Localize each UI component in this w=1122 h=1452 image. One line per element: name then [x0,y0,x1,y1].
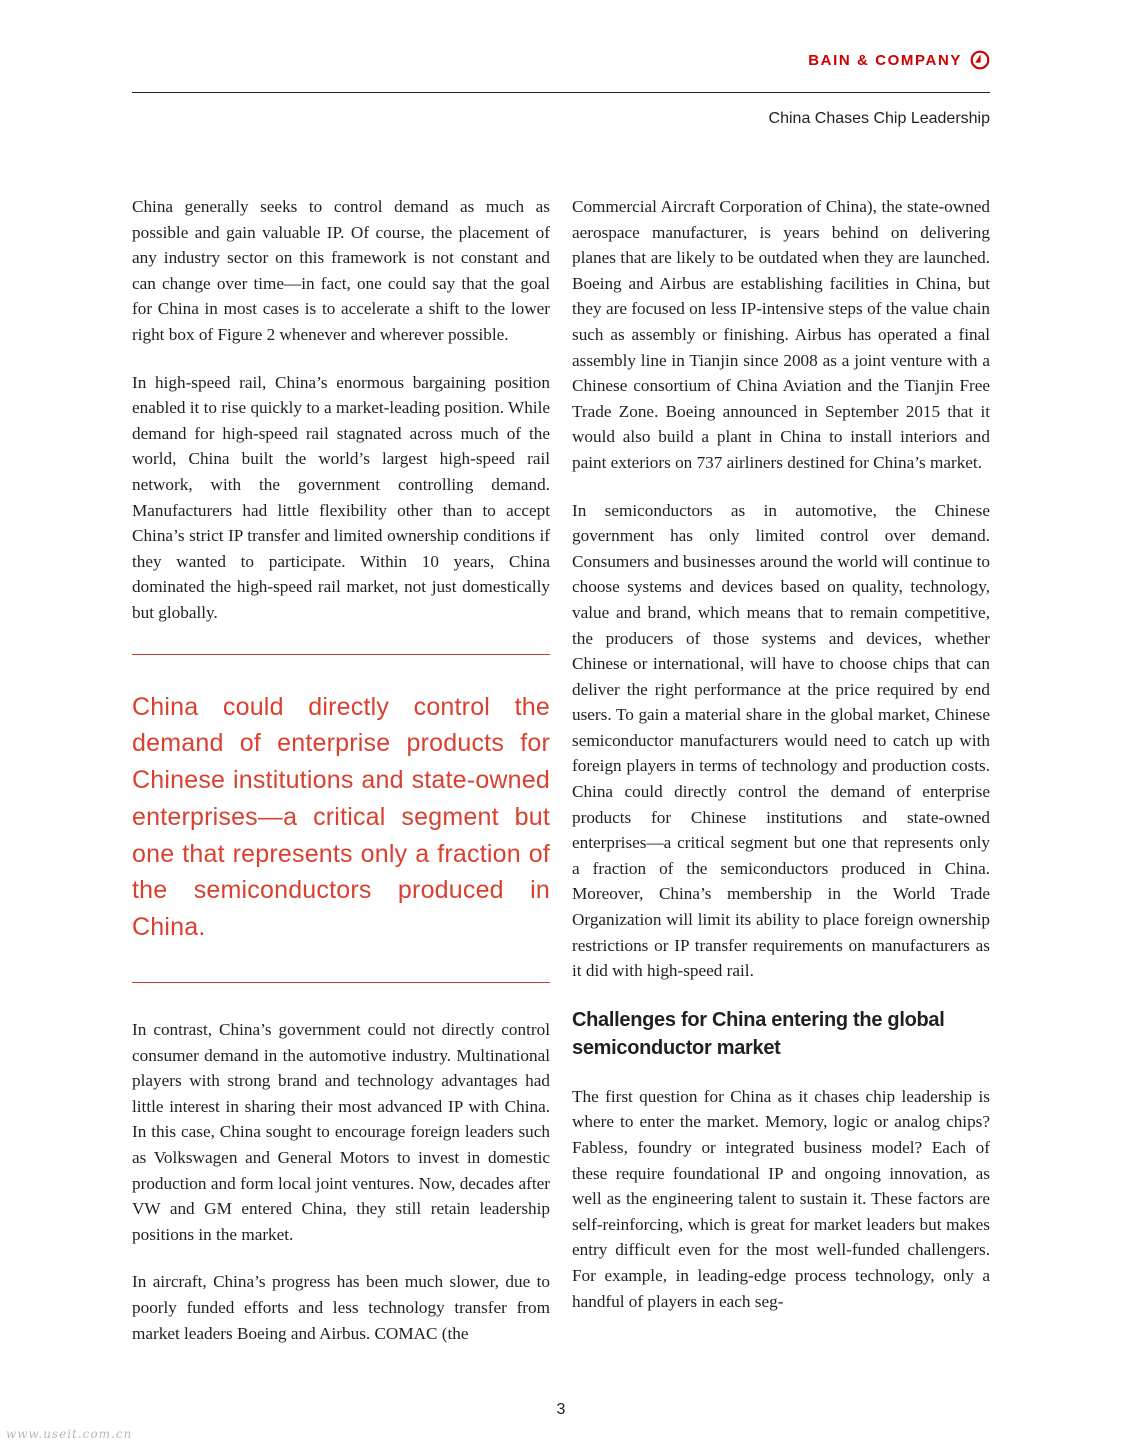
pullquote-bottom-rule [132,982,550,983]
body-paragraph: The first question for China as it chases chip leadership is where to enter the market. Memory, logic or analog chips? Fabless, foundry or integrated business model? Each of these require foundational IP and ongoing innovation, as well as the engineering talent to sustain it. These factors are self-reinforcing, which is great for market leaders but makes entry difficult even for the most well-funded challengers. For example, in leading-edge process technology, only a handful of players in each seg- [572,1086,990,1311]
pullquote-block [132,654,550,984]
right-column [572,194,990,1336]
bain-logo-icon [970,50,990,70]
watermark: www.useit.com.cn [6,1427,133,1441]
body-paragraph: In contrast, China’s government could not directly control consumer demand in the automotive industry. Multinational players with strong brand and technology advantages had little interest in sharing their most advanced IP with China. In this case, China sought to encourage foreign leaders such as Volkswagen and General Motors to invest in domestic production and form local joint ventures. Now, decades after VW and GM entered China, they still retain leadership positions in the market. [132,1020,550,1244]
body-paragraph: In aircraft, China’s progress has been much slower, due to poorly funded efforts and less technology transfer from market leaders Boeing and Airbus. COMAC (the [132,1272,550,1343]
body-paragraph: In semiconductors as in automotive, the Chinese government has only limited control over demand. Consumers and businesses around the world will continue to choose systems and devices based on quality, technology, value and brand, which means that to remain competitive, the producers of those systems and devices, whether Chinese or international, will have to choose chips that can deliver the right performance at the price required by end users. To gain a material share in the global market, Chinese semiconductor manufacturers would need to catch up with foreign players in terms of technology and production costs. China could directly control the demand of enterprise products for Chinese institutions and state-owned enterprises—a critical segment but one that represents only a fraction of the semiconductors produced in China. Moreover, China’s membership in the World Trade Organization will limit its ability to place foreign ownership restrictions or IP transfer requirements on manufacturers as it did with high-speed rail. [572,500,990,981]
body-paragraph: Commercial Aircraft Corporation of China), the state-owned aerospace manufacturer, is years behind on delivering planes that are likely to be outdated when they are launched. Boeing and Airbus are establishing facilities in China, but they are focused on less IP-intensive steps of the value chain such as assembly or finishing. Airbus has operated a final assembly line in Tianjin since 2008 as a joint venture with a Chinese consortium of China Aviation and the Tianjin Free Trade Zone. Boeing announced in September 2015 that it would also build a plant in China to install interiors and paint exteriors on 737 airliners destined for China’s market. [572,197,990,472]
header-divider [132,92,990,93]
brand-header [808,50,990,70]
body-paragraph: In high-speed rail, China’s enormous bargaining position enabled it to rise quickly to a market-leading position. While demand for high-speed rail stagnated across much of the world, China built the world’s largest high-speed rail network, with the government controlling demand. Manufacturers had little flexibility other than to accept China’s strict IP transfer and limited ownership conditions if they wanted to participate. Within 10 years, China dominated the high-speed rail market, not just domestically but globally. [132,372,550,622]
section-heading: Challenges for China entering the global semiconductor market [572,1008,945,1059]
pullquote: China could directly control the demand of enterprise products for Chinese institutions and state-owned enterprises—a critical segment but one that represents only a fraction of the semiconductors produced in China. [132,692,550,942]
page-number: 3 [556,1401,566,1418]
body-paragraph: China generally seeks to control demand as much as possible and gain valuable IP. Of course, the placement of any industry sector on this framework is not constant and can change over time—in fact, one could say that the goal for China in most cases is to accelerate a shift to the lower right box of Figure 2 whenever and wherever possible. [132,197,550,344]
brand-name: BAIN & COMPANY [808,51,962,69]
left-column [132,194,550,1368]
report-title: China Chases Chip Leadership [768,110,990,127]
